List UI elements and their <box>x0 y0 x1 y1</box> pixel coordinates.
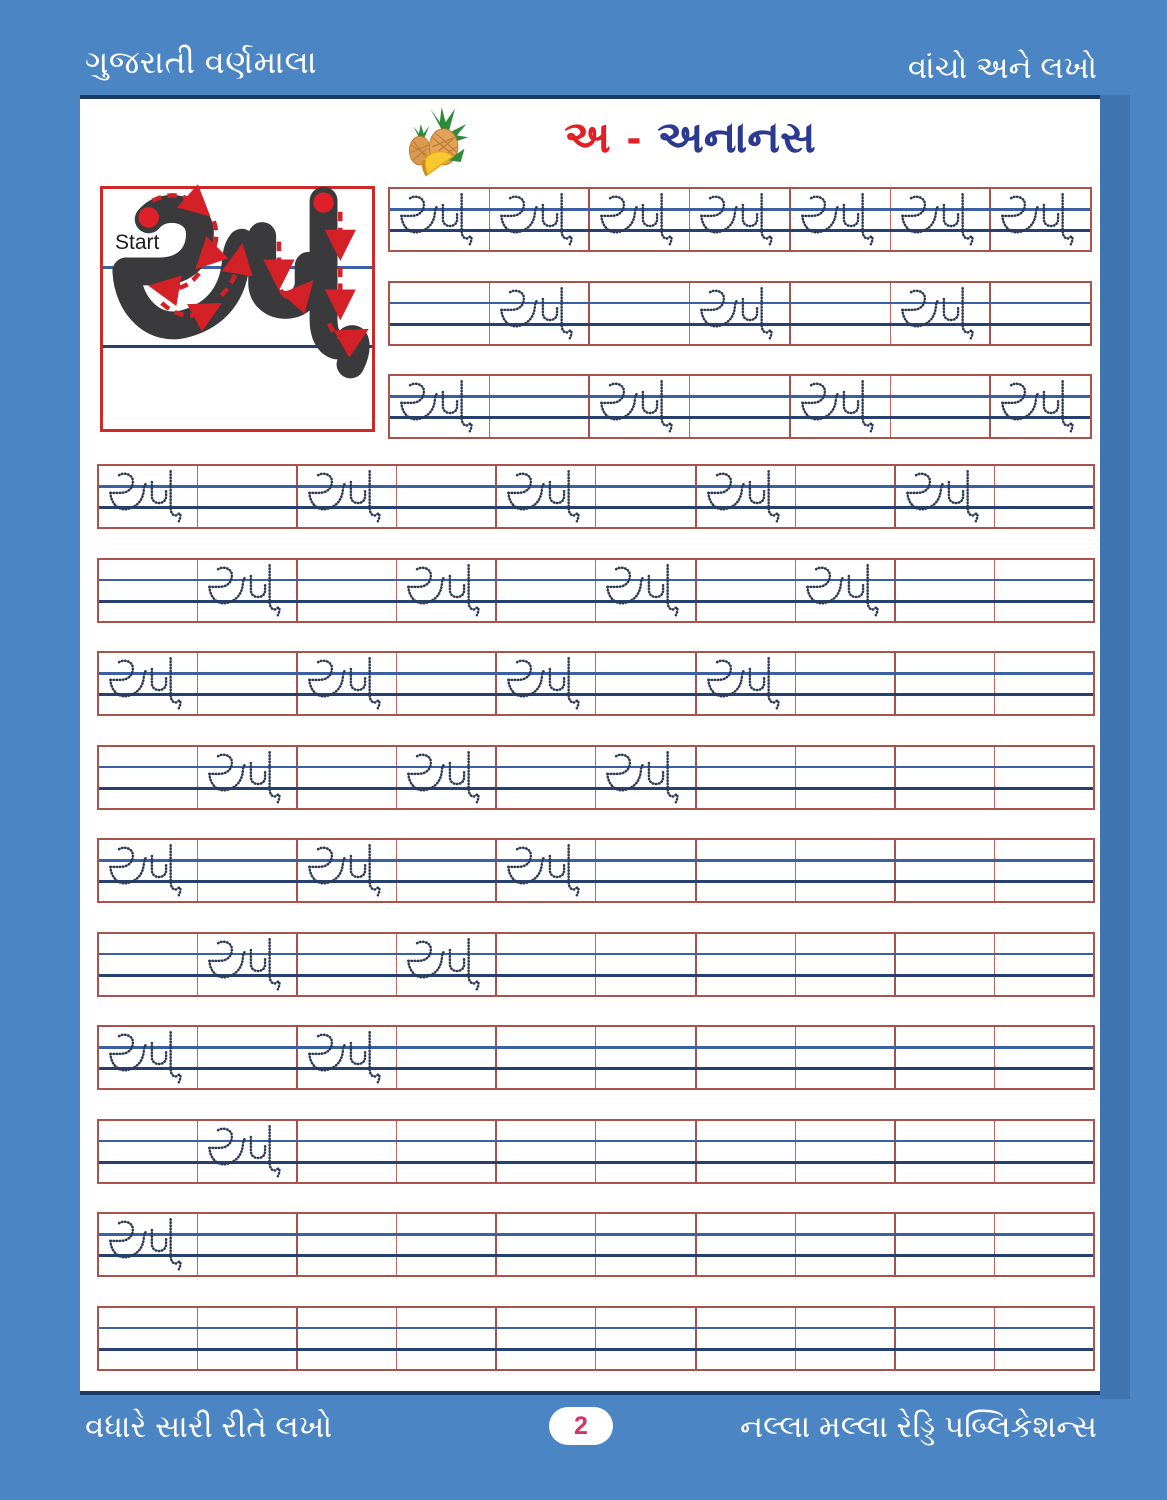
trace-cell <box>995 1214 1093 1275</box>
trace-cell <box>896 747 995 808</box>
trace-cell <box>995 1027 1093 1088</box>
trace-cell <box>99 1121 198 1182</box>
trace-letter-a <box>206 938 281 995</box>
trace-letter-a <box>604 564 679 621</box>
pineapple-icon <box>398 104 474 182</box>
trace-cell <box>397 466 497 527</box>
trace-cell <box>690 189 791 250</box>
trace-cell <box>796 466 896 527</box>
trace-cell <box>397 560 497 621</box>
trace-letter-a <box>505 657 580 714</box>
trace-cell <box>995 1308 1093 1369</box>
trace-letter-a <box>505 470 580 527</box>
trace-cell <box>497 1121 596 1182</box>
trace-cell <box>796 840 896 901</box>
trace-cell <box>390 283 490 344</box>
start-label: Start <box>115 231 160 254</box>
trace-letter-a <box>107 470 182 527</box>
trace-cell <box>198 747 298 808</box>
trace-cell <box>995 840 1093 901</box>
trace-letter-a <box>498 193 573 250</box>
trace-cell <box>995 934 1093 995</box>
trace-cell <box>796 1027 896 1088</box>
trace-letter-a <box>107 844 182 901</box>
trace-row <box>97 1212 1095 1277</box>
trace-cell <box>298 1308 397 1369</box>
trace-letter-a <box>107 1218 182 1275</box>
trace-row <box>97 745 1095 810</box>
trace-letter-a <box>598 380 673 437</box>
trace-row <box>97 1306 1095 1371</box>
trace-cell <box>298 560 397 621</box>
start-dot <box>313 192 333 212</box>
trace-letter-a <box>999 380 1074 437</box>
trace-cell <box>99 840 198 901</box>
trace-letter-a <box>206 564 281 621</box>
trace-cell <box>697 560 796 621</box>
trace-cell <box>99 466 198 527</box>
trace-cell <box>397 1121 497 1182</box>
trace-cell <box>596 1308 696 1369</box>
trace-letter-a <box>498 287 573 344</box>
trace-cell <box>99 747 198 808</box>
trace-letter-a <box>598 193 673 250</box>
start-dot <box>138 207 158 227</box>
trace-cell <box>497 1308 596 1369</box>
trace-cell <box>298 1027 397 1088</box>
trace-cell <box>791 376 891 437</box>
trace-letter-a <box>206 751 281 808</box>
trace-cell <box>697 840 796 901</box>
trace-cell <box>99 1308 198 1369</box>
trace-cell <box>796 653 896 714</box>
trace-cell <box>896 934 995 995</box>
footer-instruction: વધારે સારી રીતે લખો <box>85 1409 333 1444</box>
trace-cell <box>590 283 690 344</box>
publisher-name: નલ્લા મલ્લા રેડ્ડિ પબ્લિકેશન્સ <box>740 1409 1097 1444</box>
trace-cell <box>497 840 596 901</box>
trace-cell <box>995 1121 1093 1182</box>
trace-cell <box>590 189 690 250</box>
trace-cell <box>690 376 791 437</box>
trace-cell <box>99 560 198 621</box>
trace-cell <box>796 560 896 621</box>
trace-cell <box>298 653 397 714</box>
trace-cell <box>697 934 796 995</box>
trace-cell <box>497 560 596 621</box>
trace-cell <box>298 1121 397 1182</box>
full-practice-block <box>97 464 1095 1399</box>
trace-cell <box>298 466 397 527</box>
trace-cell <box>99 653 198 714</box>
trace-cell <box>390 376 490 437</box>
trace-letter-a <box>405 751 480 808</box>
trace-cell <box>991 376 1090 437</box>
trace-cell <box>796 934 896 995</box>
trace-cell <box>490 376 591 437</box>
trace-cell <box>791 189 891 250</box>
trace-cell <box>991 189 1090 250</box>
trace-row <box>97 838 1095 903</box>
trace-cell <box>497 653 596 714</box>
worksheet-paper <box>80 95 1100 1395</box>
trace-cell <box>497 934 596 995</box>
trace-cell <box>991 283 1090 344</box>
big-letter-a <box>115 197 361 383</box>
trace-cell <box>298 934 397 995</box>
trace-cell <box>596 1121 696 1182</box>
trace-row <box>97 1025 1095 1090</box>
trace-cell <box>497 466 596 527</box>
trace-cell <box>390 189 490 250</box>
trace-cell <box>891 376 992 437</box>
trace-cell <box>697 653 796 714</box>
trace-cell <box>298 747 397 808</box>
trace-cell <box>896 840 995 901</box>
trace-cell <box>590 376 690 437</box>
trace-cell <box>995 653 1093 714</box>
trace-letter-a <box>799 380 874 437</box>
right-edge-stripe <box>1100 95 1130 1399</box>
trace-cell <box>896 653 995 714</box>
trace-letter-a <box>799 193 874 250</box>
trace-cell <box>596 1214 696 1275</box>
trace-cell <box>896 1308 995 1369</box>
trace-row <box>97 558 1095 623</box>
trace-cell <box>995 747 1093 808</box>
trace-cell <box>896 1121 995 1182</box>
trace-letter-a <box>705 657 780 714</box>
trace-cell <box>198 560 298 621</box>
trace-cell <box>896 1027 995 1088</box>
trace-cell <box>697 747 796 808</box>
trace-cell <box>198 1308 298 1369</box>
trace-cell <box>697 1308 796 1369</box>
trace-cell <box>896 1214 995 1275</box>
trace-letter-a <box>405 938 480 995</box>
lesson-title-row <box>80 101 1100 183</box>
trace-letter-a <box>306 1031 381 1088</box>
title-dash: - <box>626 113 642 162</box>
trace-cell <box>596 747 696 808</box>
trace-cell <box>690 283 791 344</box>
trace-cell <box>896 466 995 527</box>
trace-letter-a <box>398 380 473 437</box>
trace-cell <box>995 466 1093 527</box>
trace-cell <box>791 283 891 344</box>
trace-cell <box>891 283 992 344</box>
trace-cell <box>697 1214 796 1275</box>
trace-cell <box>397 1027 497 1088</box>
trace-row <box>97 464 1095 529</box>
trace-cell <box>596 560 696 621</box>
trace-letter-a <box>505 844 580 901</box>
trace-letter-a <box>899 193 974 250</box>
trace-letter-a <box>398 193 473 250</box>
page-number-badge: 2 <box>549 1407 613 1445</box>
trace-cell <box>397 1308 497 1369</box>
trace-cell <box>596 934 696 995</box>
trace-cell <box>397 840 497 901</box>
trace-letter-a <box>306 657 381 714</box>
trace-cell <box>596 653 696 714</box>
trace-cell <box>891 189 992 250</box>
trace-cell <box>198 466 298 527</box>
trace-cell <box>397 1214 497 1275</box>
trace-cell <box>198 840 298 901</box>
trace-letter-a <box>698 287 773 344</box>
trace-cell <box>796 1121 896 1182</box>
trace-letter-a <box>904 470 979 527</box>
trace-cell <box>198 653 298 714</box>
page-title <box>480 113 900 163</box>
trace-letter-a <box>698 193 773 250</box>
trace-cell <box>796 1308 896 1369</box>
trace-cell <box>198 1121 298 1182</box>
trace-cell <box>198 1027 298 1088</box>
trace-row <box>388 187 1092 252</box>
trace-cell <box>298 1214 397 1275</box>
trace-letter-a <box>804 564 879 621</box>
header-band <box>0 0 1167 95</box>
trace-cell <box>796 747 896 808</box>
trace-cell <box>298 840 397 901</box>
trace-cell <box>99 1214 198 1275</box>
footer-band <box>0 1399 1167 1500</box>
trace-cell <box>397 934 497 995</box>
trace-cell <box>697 1121 796 1182</box>
title-letter: અ <box>564 113 611 162</box>
trace-cell <box>596 466 696 527</box>
trace-cell <box>497 747 596 808</box>
trace-row <box>97 932 1095 997</box>
trace-row <box>97 1119 1095 1184</box>
trace-letter-a <box>405 564 480 621</box>
trace-cell <box>697 1027 796 1088</box>
trace-row <box>388 281 1092 346</box>
trace-letter-a <box>705 470 780 527</box>
title-word: અનાનસ <box>657 113 816 162</box>
trace-cell <box>497 1027 596 1088</box>
header-subtitle: વાંચો અને લખો <box>907 50 1097 85</box>
trace-letter-a <box>107 657 182 714</box>
trace-cell <box>490 189 591 250</box>
trace-cell <box>198 1214 298 1275</box>
trace-letter-a <box>206 1125 281 1182</box>
trace-cell <box>896 560 995 621</box>
trace-row <box>97 651 1095 716</box>
trace-cell <box>198 934 298 995</box>
trace-letter-a <box>107 1031 182 1088</box>
top-practice-block <box>388 187 1092 468</box>
trace-cell <box>596 1027 696 1088</box>
trace-row <box>388 374 1092 439</box>
letter-guide-box <box>100 186 375 432</box>
trace-letter-a <box>899 287 974 344</box>
trace-cell <box>497 1214 596 1275</box>
trace-cell <box>697 466 796 527</box>
trace-cell <box>490 283 591 344</box>
trace-letter-a <box>306 470 381 527</box>
trace-cell <box>995 560 1093 621</box>
trace-cell <box>796 1214 896 1275</box>
trace-letter-a <box>604 751 679 808</box>
trace-cell <box>397 653 497 714</box>
trace-letter-a <box>306 844 381 901</box>
trace-cell <box>99 934 198 995</box>
trace-cell <box>596 840 696 901</box>
trace-cell <box>397 747 497 808</box>
trace-letter-a <box>999 193 1074 250</box>
book-title: ગુજરાતી વર્ણમાલા <box>85 44 318 80</box>
trace-cell <box>99 1027 198 1088</box>
